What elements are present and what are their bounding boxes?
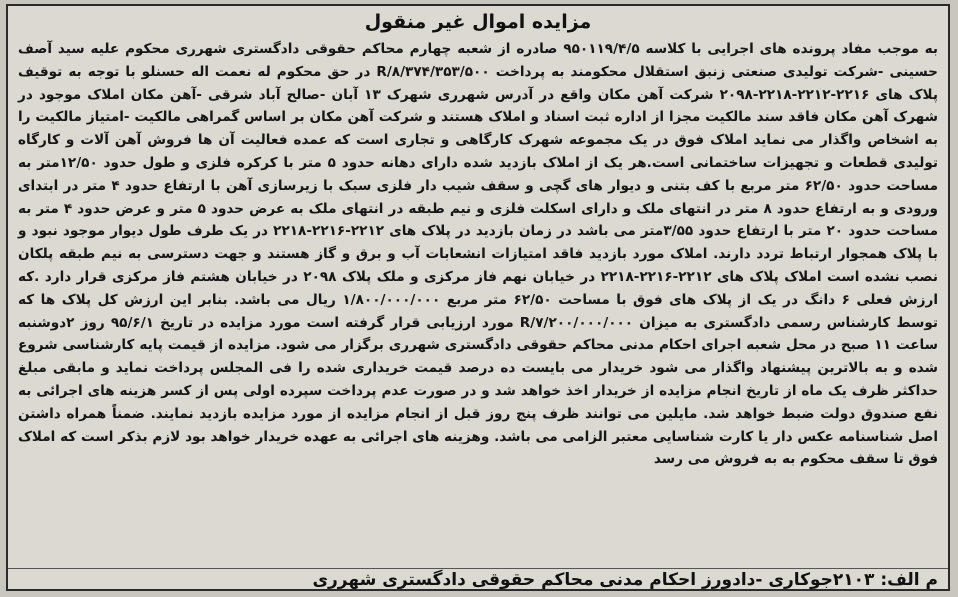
notice-body bbox=[18, 38, 938, 471]
notice-body-text: به موجب مفاد پرونده های اجرایی با کلاسه ۹۵۰۱۱۹/۴/۵ صادره از شعبه چهارم محاکم حقوقی دادگستری شهرری محکوم علیه سید آصف حسینی -شرکت تولیدی صنعتی زنبق استقلال محکومند به پرداخت R/۸/۳۷۴/۳۵۳/۵۰۰ در حق محکوم له نعمت اله حسنلو با توجه به توقیف پلاک های ۲۲۱۶-۲۲۱۲-۲۲۱۸-۲۰۹۸ شرکت آهن مکان واقع در آدرس شهرری شهرک ۱۳ آبان -صالح آباد شرقی -آهن مکان املاک موجود در شهرک آهن مکان فاقد سند مالکیت مجزا از اداره ثبت اسناد و املاک هستند و شرکت آهن مکان بر اساس گمراهی مالکیت -امتیاز مالکیت را به اشخاص واگذار می نماید املاک فوق در یک مجموعه شهرک کارگاهی و تجاری است که عمده فعالیت آن ها فروش آهن آلات و کارگاه تولیدی قطعات و تجهیزات ساختمانی است.هر یک از املاک بازدید شده دارای دهانه حدود ۵ متر با کرکره فلزی و طول حدود ۱۲/۵۰متر به مساحت حدود ۶۲/۵۰ متر مربع با کف بتنی و دیوار های گچی و سقف شیب دار فلزی سبک با زیرسازی آهن با ارتفاع حدود ۴ متر در ابتدای ورودی و به ارتفاع حدود ۸ متر در انتهای ملک و دارای اسکلت فلزی و نیم طبقه در انتهای ملک به عرض حدود ۵ متر و عرض حدود ۴ متر به مساحت حدود ۲۰ متر با ارتفاع حدود ۳/۵۵متر می باشد در زمان بازدید در پلاک های ۲۲۱۲-۲۲۱۶-۲۲۱۸ در یک طرف طول دیوار موجود نبود و با پلاک همجوار ارتباط تردد دارند. املاک مورد بازدید فاقد امتیازات انشعابات آب و برق و گاز هستند و جهت دسترسی به نیم طبقه پلکان نصب نشده است املاک پلاک های ۲۲۱۲-۲۲۱۶-۲۲۱۸ در خیابان نهم فاز مرکزی و ملک پلاک ۲۰۹۸ در خیابان هشتم فاز مرکزی قرار دارد .که ارزش فعلی ۶ دانگ در یک از پلاک های فوق با مساحت ۶۲/۵۰ متر مربع ۱/۸۰۰/۰۰۰/۰۰۰ ریال می باشد. بنابر این ارزش کل پلاک ها که توسط کارشناس رسمی دادگستری به میزان R/۷/۲۰۰/۰۰۰/۰۰۰ مورد ارزیابی قرار گرفته است مورد مزایده در تاریخ ۹۵/۶/۱ روز ۲دوشنبه ساعت ۱۱ صبح در محل شعبه اجرای احکام مدنی محاکم حقوقی دادگستری شهرری برگزار می شود. مزایده از قیمت پایه کارشناسی شروع شده و به بالاترین پیشنهاد واگذار می شود خریدار می بایست ده درصد قیمت خریداری شده را فی المجلس پرداخت نماید و مابقی مبلغ حداکثر ظرف یک ماه از تاریخ انجام مزایده از خریدار اخذ خواهد شد و در صورت عدم پرداخت سپرده اولی پس از کسر هزینه های اجرائی به نفع صندوق دولت ضبط خواهد شد. مایلین می توانند ظرف پنج روز قبل از انجام مزایده از مورد مزایده بازدید نمایند. ضمناً همراه داشتن اصل شناسنامه عکس دار یا کارت شناسایی معتبر الزامی می باشد. وهزینه های اجرائی به عهده خریدار خواهد بود لازم بذکر است که املاک فوق تا سقف محکوم به به فروش می رسد bbox=[18, 41, 938, 468]
notice-footer: م الف: ۲۱۰۳جوکاری -دادورز احکام مدنی محاکم حقوقی دادگستری شهرری bbox=[312, 570, 938, 590]
newspaper-notice bbox=[6, 4, 950, 591]
notice-title: مزایده اموال غیر منقول bbox=[364, 11, 592, 33]
